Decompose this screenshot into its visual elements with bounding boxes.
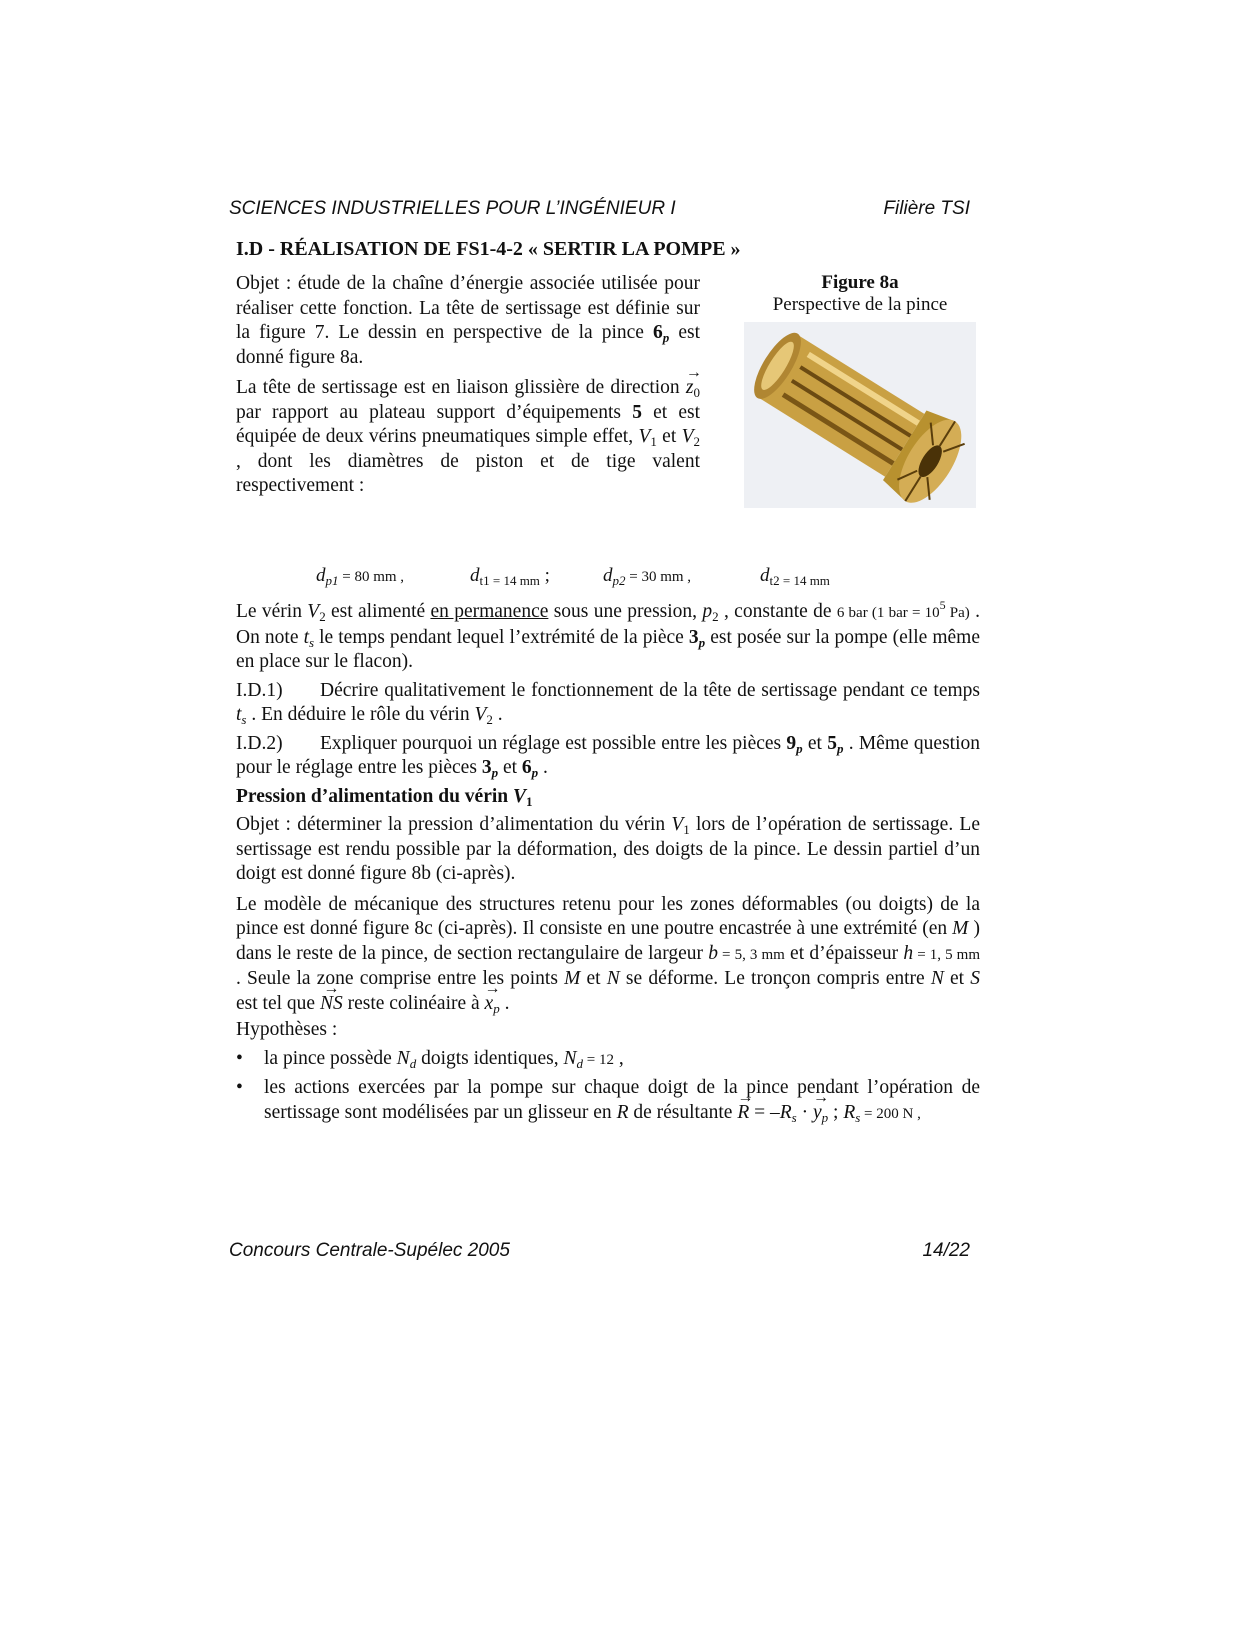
figure-title: Figure 8a [821, 272, 899, 293]
paragraph-verin-v2: Le vérin $V_2$ est alimenté en permanence sous une pression, $p_2$ , constante de 6 bar (1 bar = $10^5$ Pa) . On note $t_s$ le temps pendant lequel l’extrémité de la pièce $3_p$ est posée sur la pompe (elle même en place sur le flacon). [236, 598, 981, 672]
subtitle-pression: Pression d’alimentation du vérin $V_1$ [236, 785, 533, 809]
ns-vector: → NS [320, 992, 343, 1017]
header-right: Filière TSI [883, 198, 970, 219]
question-id2: I.D.2) Expliquer pourquoi un réglage est possible entre les pièces $9_p$ et $5_p$ . Même question pour le réglage entre les pièces $3_p$ et $6_p$ . [236, 732, 980, 780]
main-body [236, 600, 980, 1126]
paragraph-objet: Objet : étude de la chaîne d’énergie associée utilisée pour réaliser cette fonction. La tête de sertissage est définie sur la figure 7. Le dessin en perspective de la pince $6_p$ est donné figure 8a. [236, 273, 700, 368]
paragraph-modele: Le modèle de mécanique des structures retenu pour les zones déformables (ou doigts) de la pince est donné figure 8c (ci-après). Il consiste en une poutre encastrée à une extrémité (en M ) dans le reste de la pince, de section rectangulaire de largeur b = 5, 3 mm et d’épaisseur h = 1, 5 mm . Seule la zone comprise entre les points M et N se déforme. Le tronçon compris entre N et S est tel que → NS reste colinéaire à → $x_p$ . [236, 893, 980, 1017]
z0-vector: → z [686, 376, 694, 401]
figure-caption: Perspective de la pince [772, 294, 948, 315]
rod-formula-1: $d_{t1 = 14 mm}$ ; [470, 565, 550, 588]
paragraph-objet-v1: Objet : déterminer la pression d’alimentation du vérin $V_1$ lors de l’opération de sertissage. Le sertissage est rendu possible par la déformation, des doigts de la pince. Le dessin partiel d’un doigt est donné figure 8b (ci-après). [236, 814, 980, 884]
collet-gripper-3d-icon [744, 322, 976, 508]
footer-page-number: 14/22 [922, 1240, 970, 1261]
r-vector: → R [737, 1101, 749, 1126]
hypotheses-label: Hypothèses : [236, 1019, 338, 1040]
intro-column [236, 272, 700, 499]
header-left: SCIENCES INDUSTRIELLES POUR L’INGÉNIEUR I [229, 198, 676, 219]
list-item: • la pince possède $N_d$ doigts identiques, $N_d = 12$ , [264, 1047, 980, 1073]
rod-formula-2: $d_{t2 = 14 mm}$ [760, 565, 830, 588]
hypotheses-list [236, 1047, 980, 1127]
list-item: • les actions exercées par la pompe sur chaque doigt de la pince pendant l’opération de sertissage sont modélisées par un glisseur en R de résultante → $R = -R_s$ · → $y_p$ ; $R_s = 200$ N , [264, 1076, 980, 1126]
figure-8a [740, 272, 980, 513]
question-id1: I.D.1) Décrire qualitativement le fonctionnement de la tête de sertissage pendant ce temps $t_s$ . En déduire le rôle du vérin $V_2$ . [236, 679, 980, 727]
diameter-formula: $d_{p1} = 80$ mm , [316, 565, 405, 588]
piston-formula-2: $d_{p2} = 30$ mm , [603, 565, 692, 588]
section-title: I.D - RÉALISATION DE FS1-4-2 « SERTIR LA POMPE » [236, 238, 741, 260]
xp-vector: → x [485, 992, 494, 1017]
footer-left: Concours Centrale-Supélec 2005 [229, 1240, 510, 1261]
yp-vector: → y [813, 1101, 822, 1126]
paragraph-tete: La tête de sertissage est en liaison glissière de direction → $z_0$ par rapport au plateau support d’équipements 5 et est équipée de deux vérins pneumatiques simple effet, $V_1$ et $V_2$ , dont les diamètres de piston et de tige valent respectivement : [236, 376, 700, 499]
